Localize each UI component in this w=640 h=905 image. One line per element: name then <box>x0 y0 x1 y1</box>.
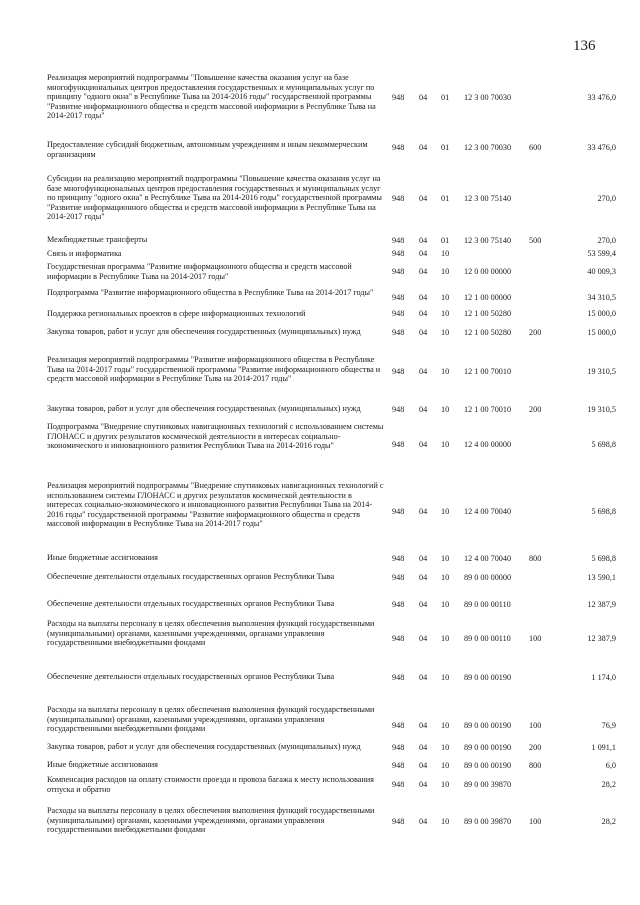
subsection-code: 10 <box>441 554 450 563</box>
row-name: Обеспечение деятельности отдельных государственных органов Республики Тыва <box>47 572 335 581</box>
row-name: Расходы на выплаты персоналу в целях обеспечения выполнения функций государственными (муниципальными) органами, казенными учреждениями, органами управления государственными внебюджетными фондами <box>47 619 375 648</box>
row-name: Межбюджетные трансферты <box>47 235 148 244</box>
grbs-code: 948 <box>392 293 405 302</box>
target-article-code: 12 1 00 00000 <box>464 293 512 302</box>
target-article-code: 12 3 00 75140 <box>464 194 512 203</box>
subsection-code: 10 <box>441 405 450 414</box>
row-name: Закупка товаров, работ и услуг для обеспечения государственных (муниципальных) нужд <box>47 327 361 336</box>
subsection-code: 10 <box>441 573 450 582</box>
subsection-code: 10 <box>441 249 450 258</box>
grbs-code: 948 <box>392 573 405 582</box>
amount: 13 590,1 <box>587 573 616 582</box>
amount: 15 000,0 <box>587 309 616 318</box>
section-code: 04 <box>419 267 428 276</box>
section-code: 04 <box>419 236 428 245</box>
amount: 270,0 <box>597 236 616 245</box>
amount: 76,9 <box>601 721 616 730</box>
row-name: Обеспечение деятельности отдельных государственных органов Республики Тыва <box>47 672 335 681</box>
target-article-code: 89 0 00 00190 <box>464 721 512 730</box>
target-article-code: 89 0 00 00000 <box>464 573 512 582</box>
subsection-code: 10 <box>441 721 450 730</box>
amount: 15 000,0 <box>587 328 616 337</box>
expense-type-code: 800 <box>529 554 542 563</box>
amount: 270,0 <box>597 194 616 203</box>
grbs-code: 948 <box>392 405 405 414</box>
grbs-code: 948 <box>392 249 405 258</box>
subsection-code: 10 <box>441 673 450 682</box>
section-code: 04 <box>419 721 428 730</box>
subsection-code: 01 <box>441 236 450 245</box>
amount: 1 174,0 <box>591 673 616 682</box>
expense-type-code: 800 <box>529 761 542 770</box>
expense-type-code: 200 <box>529 743 542 752</box>
grbs-code: 948 <box>392 634 405 643</box>
target-article-code: 89 0 00 39870 <box>464 817 512 826</box>
row-name: Связь и информатика <box>47 249 122 258</box>
row-name: Реализация мероприятий подпрограммы "Повышение качества оказания услуг на базе многофункциональных центров предоставления государственных и муниципальных услуг по принципу "одного окна" в Республике Тыва на 2014-2016 годы" государственной программы "Развитие информационного общества и средств массовой информации в Республике Тыва на 2014-2017 годы" <box>47 73 376 121</box>
page-number: 136 <box>573 38 596 54</box>
grbs-code: 948 <box>392 194 405 203</box>
row-name: Расходы на выплаты персоналу в целях обеспечения выполнения функций государственными (муниципальными) органами, казенными учреждениями, органами управления государственными внебюджетными фондами <box>47 705 375 734</box>
amount: 6,0 <box>605 761 616 770</box>
grbs-code: 948 <box>392 267 405 276</box>
row-name: Реализация мероприятий подпрограммы "Развитие информационного общества в Республике Тыва на 2014-2017 годы" государственной программы "Развитие информационного общества и средств массовой информации в Республике Тыва на 2014-2017 годы" <box>47 355 381 384</box>
amount: 1 091,1 <box>591 743 616 752</box>
grbs-code: 948 <box>392 309 405 318</box>
section-code: 04 <box>419 249 428 258</box>
target-article-code: 89 0 00 00110 <box>464 600 511 609</box>
grbs-code: 948 <box>392 440 405 449</box>
subsection-code: 10 <box>441 817 450 826</box>
target-article-code: 12 1 00 70010 <box>464 405 512 414</box>
subsection-code: 01 <box>441 143 450 152</box>
section-code: 04 <box>419 573 428 582</box>
grbs-code: 948 <box>392 817 405 826</box>
grbs-code: 948 <box>392 367 405 376</box>
amount: 5 698,8 <box>591 554 616 563</box>
subsection-code: 10 <box>441 367 450 376</box>
grbs-code: 948 <box>392 143 405 152</box>
target-article-code: 89 0 00 00190 <box>464 673 512 682</box>
subsection-code: 10 <box>441 780 450 789</box>
section-code: 04 <box>419 143 428 152</box>
expense-type-code: 600 <box>529 143 542 152</box>
grbs-code: 948 <box>392 721 405 730</box>
expense-type-code: 200 <box>529 405 542 414</box>
target-article-code: 89 0 00 00190 <box>464 761 512 770</box>
target-article-code: 12 0 00 00000 <box>464 267 512 276</box>
section-code: 04 <box>419 743 428 752</box>
expense-type-code: 100 <box>529 634 542 643</box>
row-name: Субсидии на реализацию мероприятий подпрограммы "Повышение качества оказания услуг на базе многофункциональных центров предоставления государственных и муниципальных услуг по принципу "одного окна" в Республике Тыва на 2014-2016 годы" государственной программы "Развитие информационного общества и средств массовой информации в Республике Тыва на 2014-2017 годы" <box>47 174 382 222</box>
row-name: Компенсация расходов на оплату стоимости проезда и провоза багажа к месту использования отпуска и обратно <box>47 775 374 794</box>
subsection-code: 01 <box>441 93 450 102</box>
subsection-code: 10 <box>441 293 450 302</box>
subsection-code: 10 <box>441 743 450 752</box>
row-name: Государственная программа "Развитие информационного общества и средств массовой информации в Республике Тыва на 2014-2017 годы" <box>47 262 352 281</box>
section-code: 04 <box>419 817 428 826</box>
section-code: 04 <box>419 761 428 770</box>
section-code: 04 <box>419 673 428 682</box>
amount: 12 387,9 <box>587 634 616 643</box>
grbs-code: 948 <box>392 93 405 102</box>
row-name: Обеспечение деятельности отдельных государственных органов Республики Тыва <box>47 599 335 608</box>
target-article-code: 12 1 00 50280 <box>464 328 512 337</box>
amount: 33 476,0 <box>587 93 616 102</box>
subsection-code: 10 <box>441 761 450 770</box>
subsection-code: 10 <box>441 634 450 643</box>
row-name: Иные бюджетные ассигнования <box>47 760 158 769</box>
target-article-code: 12 1 00 50280 <box>464 309 512 318</box>
amount: 12 387,9 <box>587 600 616 609</box>
grbs-code: 948 <box>392 507 405 516</box>
section-code: 04 <box>419 194 428 203</box>
amount: 34 310,5 <box>587 293 616 302</box>
section-code: 04 <box>419 554 428 563</box>
amount: 19 310,5 <box>587 367 616 376</box>
section-code: 04 <box>419 328 428 337</box>
target-article-code: 12 4 00 70040 <box>464 554 512 563</box>
section-code: 04 <box>419 293 428 302</box>
subsection-code: 01 <box>441 194 450 203</box>
subsection-code: 10 <box>441 600 450 609</box>
row-name: Расходы на выплаты персоналу в целях обеспечения выполнения функций государственными (муниципальными) органами, казенными учреждениями, органами управления государственными внебюджетными фондами <box>47 806 375 835</box>
section-code: 04 <box>419 367 428 376</box>
amount: 5 698,8 <box>591 440 616 449</box>
grbs-code: 948 <box>392 743 405 752</box>
grbs-code: 948 <box>392 780 405 789</box>
amount: 28,2 <box>601 780 616 789</box>
section-code: 04 <box>419 600 428 609</box>
section-code: 04 <box>419 507 428 516</box>
section-code: 04 <box>419 93 428 102</box>
subsection-code: 10 <box>441 328 450 337</box>
row-name: Подпрограмма "Внедрение спутниковых навигационных технологий с использованием системы ГЛОНАСС и других результатов космической деятельности в интересах социально-экономического и инновационного развития Республики Тыва на 2014-2016 годы" <box>47 422 384 451</box>
grbs-code: 948 <box>392 673 405 682</box>
target-article-code: 12 4 00 70040 <box>464 507 512 516</box>
target-article-code: 12 3 00 70030 <box>464 93 512 102</box>
section-code: 04 <box>419 405 428 414</box>
grbs-code: 948 <box>392 600 405 609</box>
amount: 19 310,5 <box>587 405 616 414</box>
target-article-code: 12 3 00 70030 <box>464 143 512 152</box>
target-article-code: 89 0 00 00110 <box>464 634 511 643</box>
section-code: 04 <box>419 309 428 318</box>
row-name: Иные бюджетные ассигнования <box>47 553 158 562</box>
subsection-code: 10 <box>441 507 450 516</box>
row-name: Подпрограмма "Развитие информационного общества в Республике Тыва на 2014-2017 годы" <box>47 288 374 297</box>
row-name: Закупка товаров, работ и услуг для обеспечения государственных (муниципальных) нужд <box>47 404 361 413</box>
row-name: Предоставление субсидий бюджетным, автономным учреждениям и иным некоммерческим организациям <box>47 140 368 159</box>
grbs-code: 948 <box>392 328 405 337</box>
row-name: Закупка товаров, работ и услуг для обеспечения государственных (муниципальных) нужд <box>47 742 361 751</box>
expense-type-code: 500 <box>529 236 542 245</box>
subsection-code: 10 <box>441 267 450 276</box>
target-article-code: 89 0 00 00190 <box>464 743 512 752</box>
row-name: Реализация мероприятий подпрограммы "Внедрение спутниковых навигационных технологий с использованием системы ГЛОНАСС и других результатов космической деятельности в интересах социально-экономического и инновационного развития Республики Тыва на 2014-2016 годы" государственной программы "Развитие информационного общества и средств массовой информации в Республике Тыва на 2014-2017 годы" <box>47 481 384 529</box>
expense-type-code: 200 <box>529 328 542 337</box>
grbs-code: 948 <box>392 236 405 245</box>
row-name: Поддержка региональных проектов в сфере информационных технологий <box>47 309 306 318</box>
target-article-code: 12 1 00 70010 <box>464 367 512 376</box>
target-article-code: 12 4 00 00000 <box>464 440 512 449</box>
target-article-code: 12 3 00 75140 <box>464 236 512 245</box>
amount: 40 009,3 <box>587 267 616 276</box>
grbs-code: 948 <box>392 761 405 770</box>
section-code: 04 <box>419 634 428 643</box>
target-article-code: 89 0 00 39870 <box>464 780 512 789</box>
amount: 28,2 <box>601 817 616 826</box>
grbs-code: 948 <box>392 554 405 563</box>
subsection-code: 10 <box>441 440 450 449</box>
amount: 53 599,4 <box>587 249 616 258</box>
section-code: 04 <box>419 440 428 449</box>
expense-type-code: 100 <box>529 721 542 730</box>
amount: 33 476,0 <box>587 143 616 152</box>
amount: 5 698,8 <box>591 507 616 516</box>
section-code: 04 <box>419 780 428 789</box>
expense-type-code: 100 <box>529 817 542 826</box>
subsection-code: 10 <box>441 309 450 318</box>
